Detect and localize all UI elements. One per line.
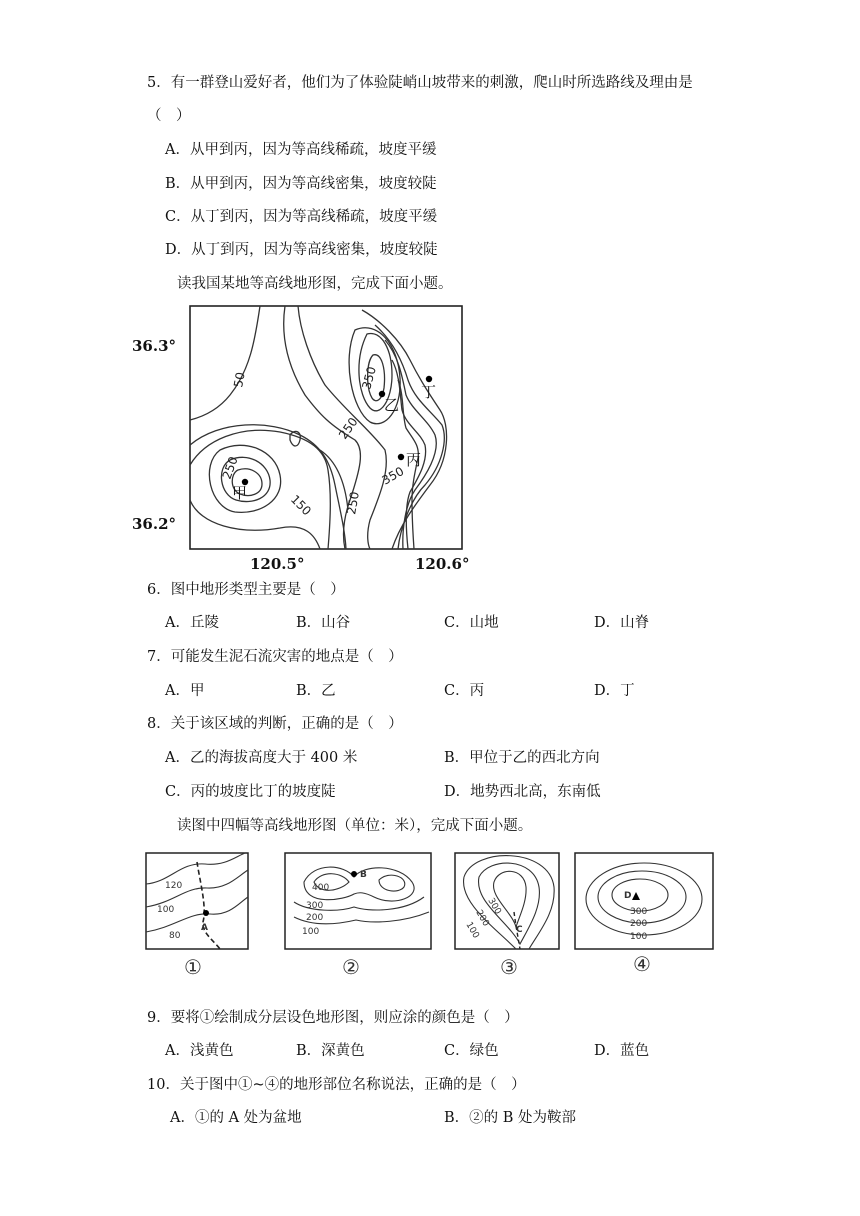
m1-point-a-marker (203, 910, 209, 916)
m2-point-b-marker (351, 871, 357, 877)
map1-point-yi: 乙 (384, 396, 400, 414)
q7-option-a: A．甲 (165, 683, 205, 699)
map1-point-ding: 丁 (421, 383, 437, 401)
map1-point-jia: 甲 (232, 484, 248, 502)
map1-point-bing-marker (398, 454, 404, 460)
m2-label-100: 100 (302, 927, 320, 937)
intro-map1: 读我国某地等高线地形图，完成下面小题。 (177, 276, 453, 292)
intro-maps4: 读图中四幅等高线地形图（单位：米），完成下面小题。 (177, 818, 533, 834)
q8-option-d: D．地势西北高，东南低 (444, 784, 601, 800)
q6-stem: 6．图中地形类型主要是（ ） (147, 582, 345, 598)
m1-label-80: 80 (169, 931, 181, 941)
map1-contour-label-250b: 250 (219, 454, 241, 482)
q10-option-b: B．②的 B 处为鞍部 (444, 1110, 577, 1126)
m1-point-a: A (201, 923, 208, 933)
q5-option-c: C．从丁到丙，因为等高线稀疏，坡度平缓 (165, 209, 438, 225)
map1-contour-label-50: 50 (231, 371, 248, 389)
map1-contour-label-250a: 250 (335, 414, 361, 442)
q5-option-d: D．从丁到丙，因为等高线密集，坡度较陡 (165, 242, 438, 258)
q8-option-c: C．丙的坡度比丁的坡度陡 (165, 784, 336, 800)
q9-option-c: C．绿色 (444, 1043, 499, 1059)
m4-label-200: 200 (630, 919, 648, 929)
m4-peak-triangle (632, 892, 640, 900)
m2-label-300: 300 (306, 901, 324, 911)
m3-label-200: 200 (473, 908, 491, 929)
map1-contour-label-150: 150 (287, 492, 314, 519)
q6-option-d: D．山脊 (594, 615, 650, 631)
map1-lon-right: 120.6° (415, 555, 470, 573)
m1-label-120: 120 (165, 881, 183, 891)
map1-frame (190, 306, 462, 549)
q5-option-b: B．从甲到丙，因为等高线密集，坡度较陡 (165, 176, 437, 192)
q6-option-a: A．丘陵 (165, 615, 219, 631)
m4-label-100: 100 (630, 932, 648, 942)
map1-lon-left: 120.5° (250, 555, 305, 573)
map1-contour-label-250c: 250 (344, 490, 362, 516)
m4-point-d: D (624, 891, 632, 901)
m2-label-400: 400 (312, 883, 330, 893)
m3-label-300: 300 (485, 896, 503, 917)
q10-option-a: A．①的 A 处为盆地 (170, 1110, 302, 1126)
q9-option-a: A．浅黄色 (165, 1043, 234, 1059)
q6-option-b: B．山谷 (296, 615, 351, 631)
q7-option-c: C．丙 (444, 683, 485, 699)
m3-label-100: 100 (463, 920, 481, 941)
map1-point-bing: 丙 (406, 451, 422, 469)
m4-label-300: 300 (630, 907, 648, 917)
q6-option-c: C．山地 (444, 615, 499, 631)
q5-stem-line1: 5．有一群登山爱好者，他们为了体验陡峭山坡带来的刺激，爬山时所选路线及理由是 (147, 75, 693, 91)
contour-map-small-3 (454, 852, 560, 950)
q5-stem-line2: （ ） (147, 108, 191, 124)
m4-caption: ④ (633, 952, 651, 976)
q7-option-b: B．乙 (296, 683, 336, 699)
q10-stem: 10．关于图中①~④的地形部位名称说法，正确的是（ ） (147, 1077, 526, 1093)
map1-lat-bottom: 36.2° (132, 515, 177, 533)
q9-stem: 9．要将①绘制成分层设色地形图，则应涂的颜色是（ ） (147, 1010, 519, 1026)
map1-contour-label-350a: 350 (359, 365, 379, 391)
q7-stem: 7．可能发生泥石流灾害的地点是（ ） (147, 649, 403, 665)
m2-label-200: 200 (306, 913, 324, 923)
m2-point-b: B (360, 870, 367, 880)
map1-lat-top: 36.3° (132, 337, 177, 355)
contour-map-small-2 (284, 852, 432, 950)
contour-map-small-4 (574, 852, 714, 950)
m2-caption: ② (342, 955, 360, 979)
q8-option-b: B．甲位于乙的西北方向 (444, 750, 600, 766)
m1-label-100: 100 (157, 905, 175, 915)
m3-caption: ③ (500, 955, 518, 979)
q9-option-d: D．蓝色 (594, 1043, 650, 1059)
map1-point-ding-marker (426, 376, 432, 382)
map1-contour-label-350b: 350 (379, 464, 407, 488)
q8-stem: 8．关于该区域的判断，正确的是（ ） (147, 716, 403, 732)
contour-map-1 (130, 300, 475, 575)
q5-option-a: A．从甲到丙，因为等高线稀疏，坡度平缓 (165, 142, 437, 158)
m1-caption: ① (184, 955, 202, 979)
q8-option-a: A．乙的海拔高度大于 400 米 (165, 750, 358, 766)
q9-option-b: B．深黄色 (296, 1043, 365, 1059)
q7-option-d: D．丁 (594, 683, 635, 699)
contour-map-small-1 (145, 852, 249, 950)
m3-point-c: C (516, 925, 523, 935)
